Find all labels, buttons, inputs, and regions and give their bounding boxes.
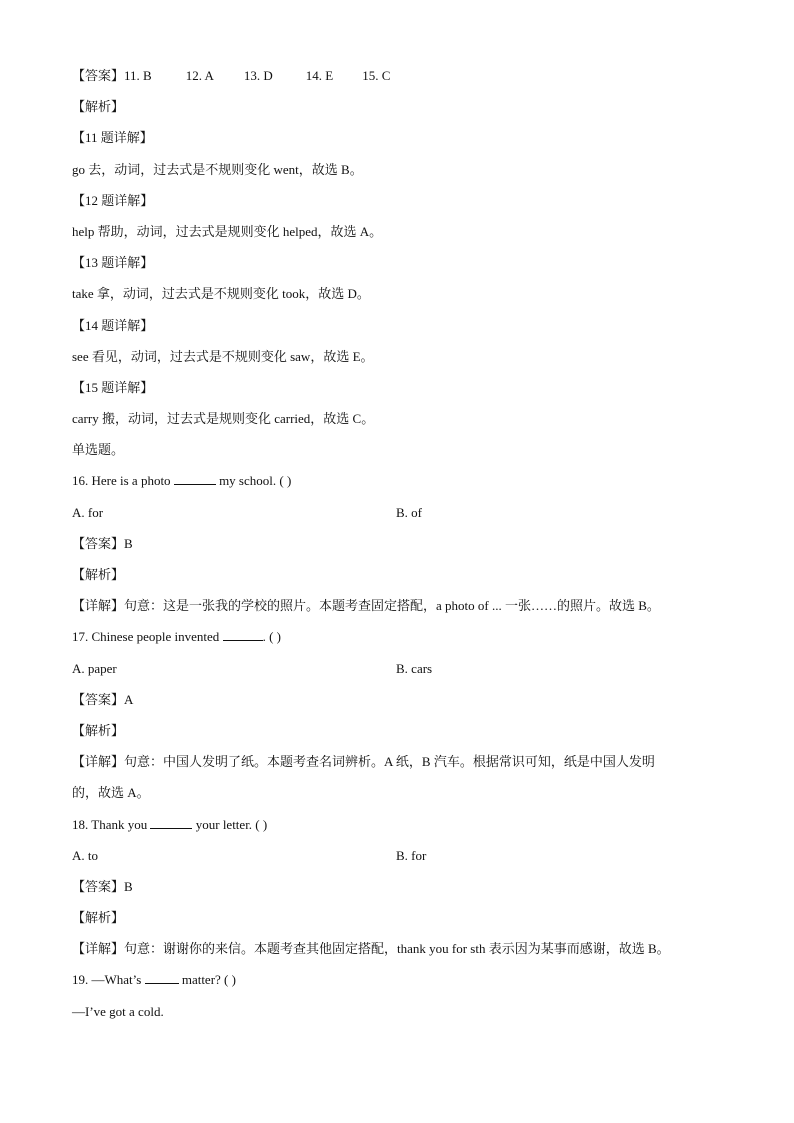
detail-title: 【13 题详解】 [72, 255, 154, 271]
answer-blank [223, 628, 263, 641]
question-stem [72, 627, 722, 658]
answer-item: 13. D [243, 68, 273, 83]
stem-before: 19. —What’s [72, 972, 145, 988]
option-b: B. for [396, 847, 427, 863]
answer-item: 11. B [124, 68, 152, 83]
detail-title: 【11 题详解】 [72, 130, 153, 146]
answer-blank [150, 816, 192, 829]
stem-after: your letter. ( ) [192, 816, 268, 832]
question-stem [72, 471, 722, 502]
stem-before: 17. Chinese people invented [72, 629, 223, 645]
analysis-label: 【解析】 [72, 722, 125, 738]
option-a: A. paper [72, 660, 117, 676]
stem-after: my school. ( ) [215, 473, 292, 489]
document-page [72, 66, 722, 1033]
detail-text: go 去，动词，过去式是不规则变化 went，故选 B。 [72, 161, 363, 177]
answer-label: 【答案】 [72, 68, 125, 83]
options-row [72, 503, 722, 534]
detail-text: carry 搬，动词，过去式是规则变化 carried，故选 C。 [72, 411, 375, 427]
detail-text-continued: 的，故选 A。 [72, 785, 150, 801]
detail-text: 【详解】句意：中国人发明了纸。本题考查名词辨析。A 纸，B 汽车。根据常识可知，纸是中国人发明 [72, 754, 655, 770]
question-stem [72, 970, 722, 1001]
answer-blank [174, 472, 216, 485]
detail-title: 【14 题详解】 [72, 317, 154, 333]
answer-blank [145, 971, 179, 984]
detail-text: see 看见，动词，过去式是不规则变化 saw，故选 E。 [72, 348, 374, 364]
detail-text: help 帮助，动词，过去式是规则变化 helped，故选 A。 [72, 223, 383, 239]
option-a: A. for [72, 504, 104, 520]
stem-before: 18. Thank you [72, 816, 151, 832]
analysis-label: 【解析】 [72, 910, 125, 926]
option-b: B. cars [396, 660, 433, 676]
stem-before: 16. Here is a photo [72, 473, 174, 489]
answer-item: 15. C [362, 68, 391, 83]
options-row [72, 846, 722, 877]
section-title: 单选题。 [72, 442, 125, 458]
analysis-label: 【解析】 [72, 99, 125, 115]
detail-text: 【详解】句意：谢谢你的来信。本题考查其他固定搭配，thank you for sth 表示因为某事而感谢，故选 B。 [72, 941, 670, 957]
option-b: B. of [396, 504, 422, 520]
stem-after: . ( ) [262, 629, 281, 645]
answer-item: 14. E [305, 68, 334, 83]
answer-line: 【答案】A [72, 691, 134, 707]
detail-title: 【12 题详解】 [72, 192, 154, 208]
options-row [72, 659, 722, 690]
answer-item: 12. A [185, 68, 214, 83]
dialogue-reply: —I’ve got a cold. [72, 1003, 164, 1019]
answer-header [72, 66, 722, 97]
stem-after: matter? ( ) [178, 972, 236, 988]
option-a: A. to [72, 847, 98, 863]
analysis-label: 【解析】 [72, 567, 125, 582]
detail-text: 【详解】句意：这是一张我的学校的照片。本题考查固定搭配，a photo of ... 一张……的照片。故选 B。 [72, 598, 660, 614]
answer-line: 【答案】B [72, 878, 133, 894]
detail-title: 【15 题详解】 [72, 379, 154, 395]
detail-text: take 拿，动词，过去式是不规则变化 took，故选 D。 [72, 286, 370, 302]
question-stem [72, 815, 722, 846]
answer-line: 【答案】B [72, 535, 133, 551]
